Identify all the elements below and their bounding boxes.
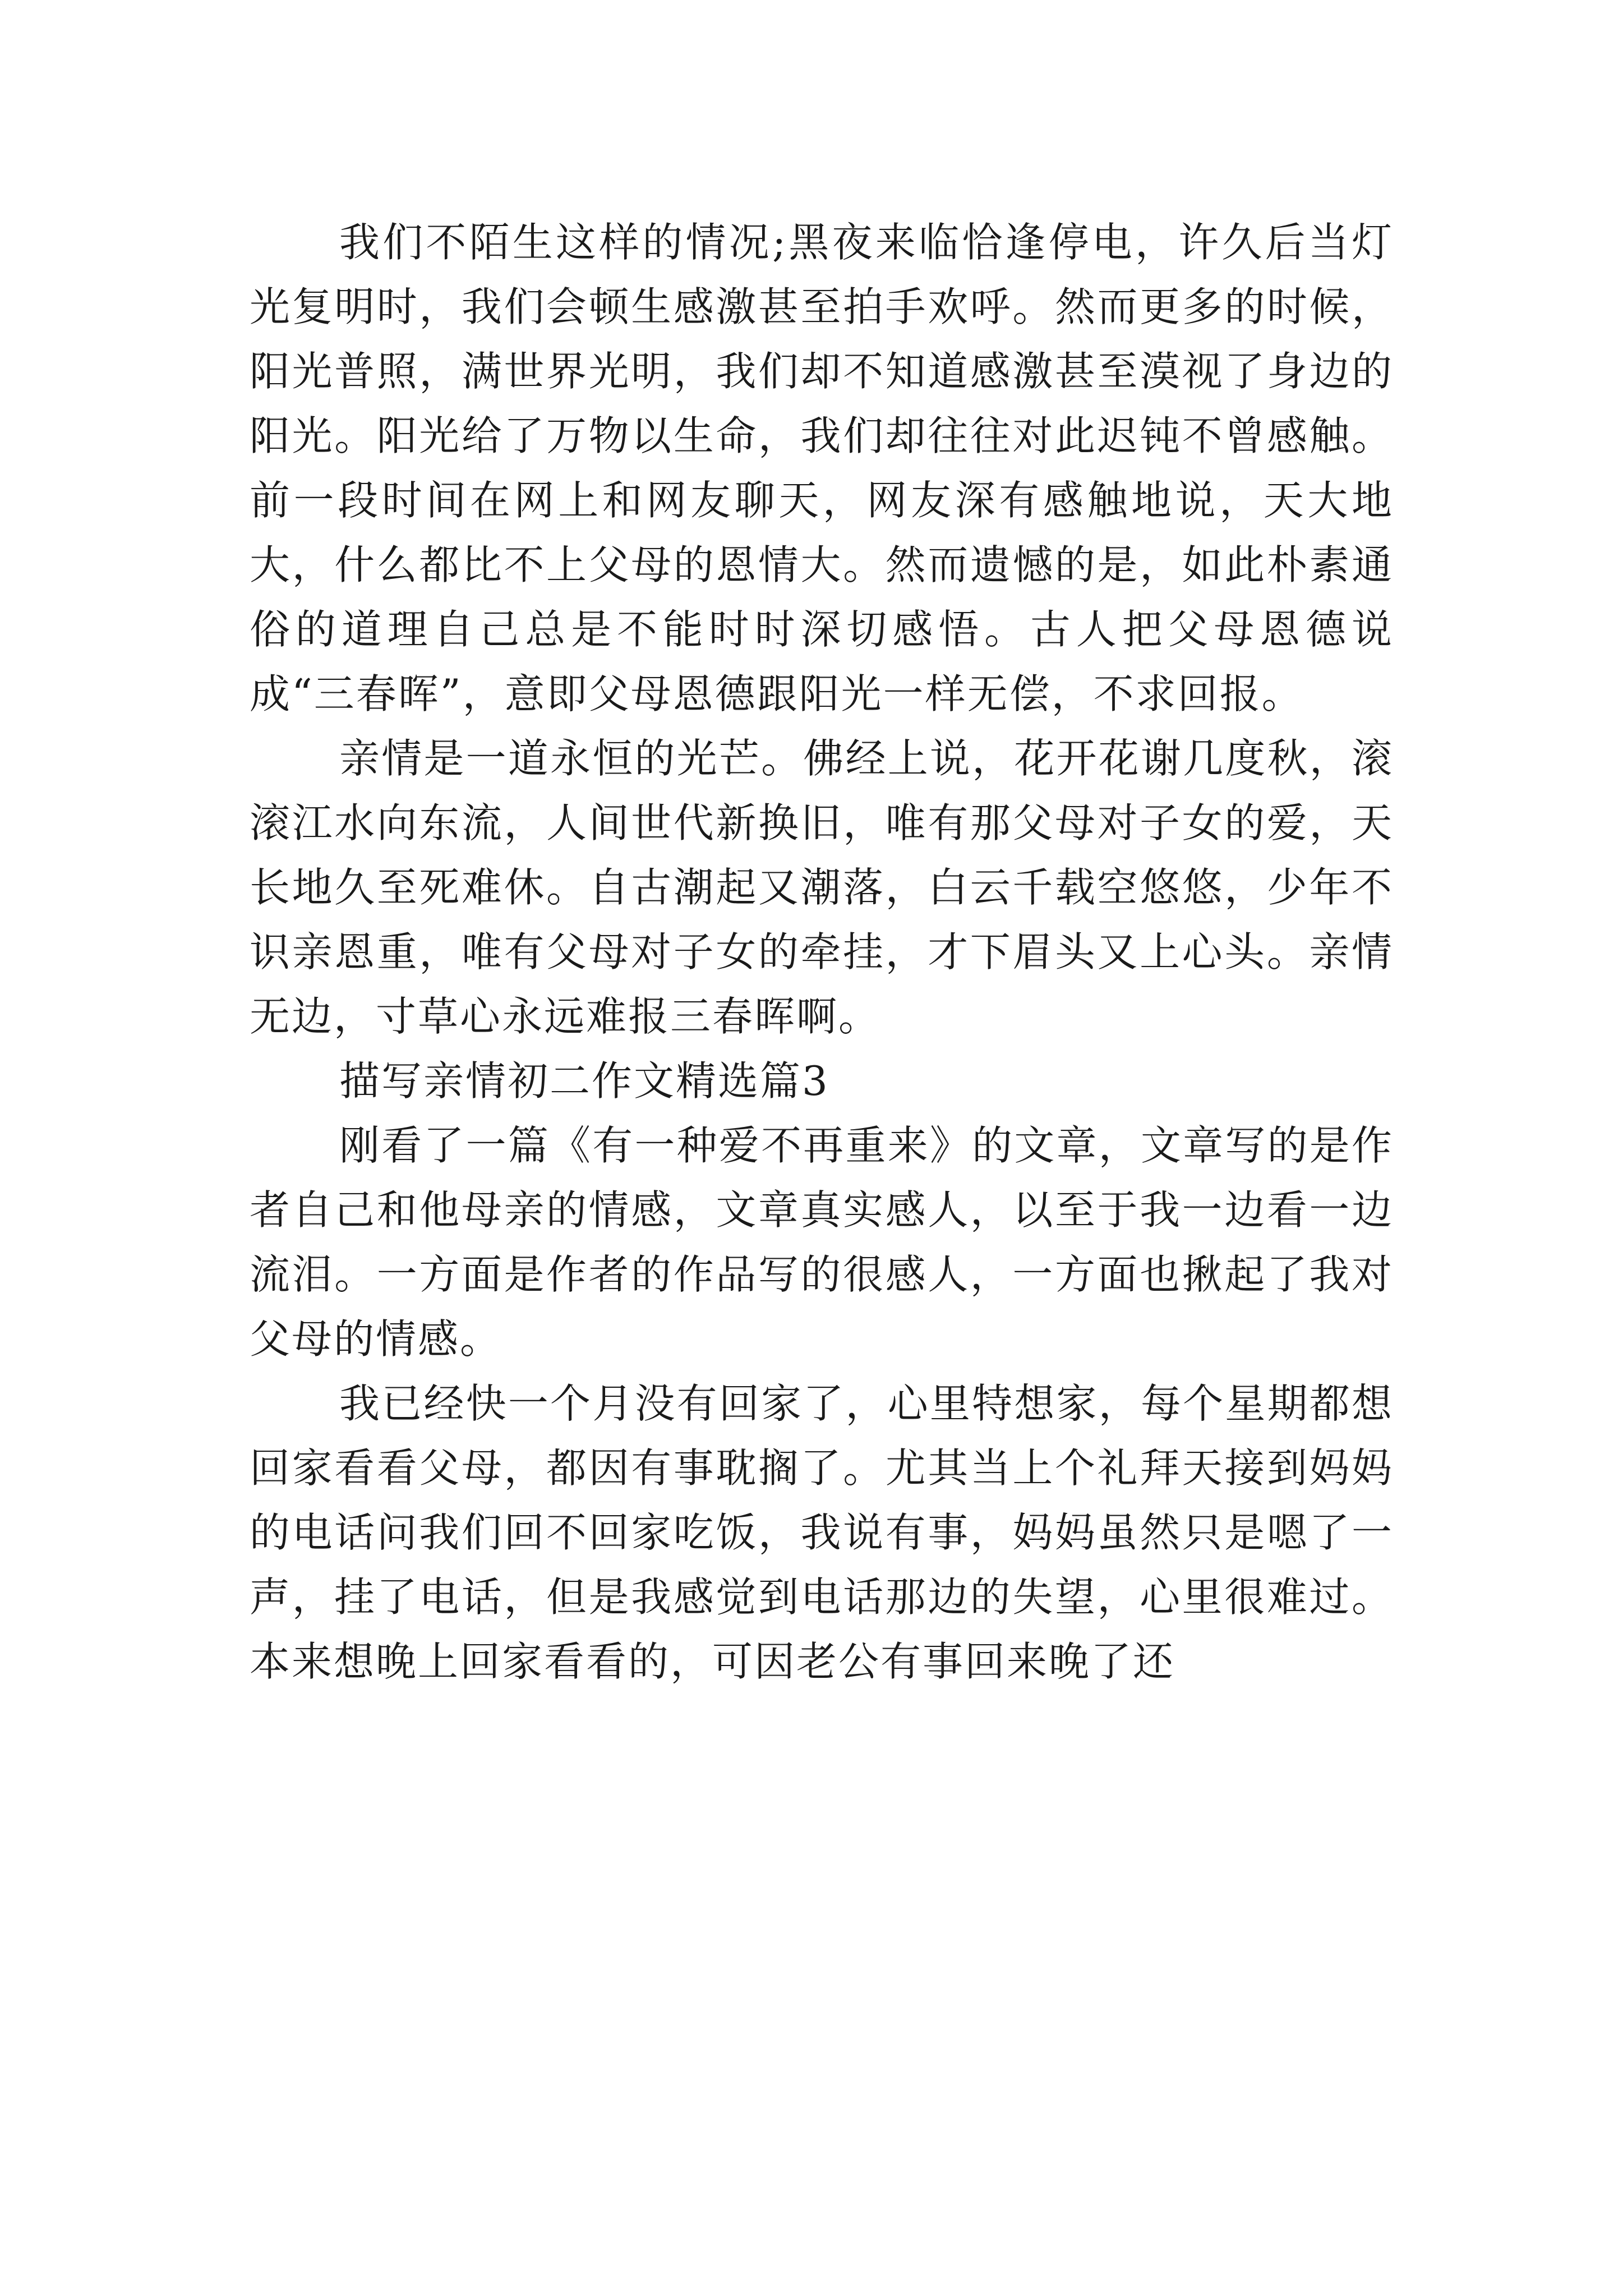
paragraph-missing-home: 我已经快一个月没有回家了，心里特想家，每个星期都想回家看看父母，都因有事耽搁了。尤其当上个礼拜天接到妈妈的电话问我们回不回家吃饭，我说有事，妈妈虽然只是嗯了一声，挂了电话，但是我感觉到电话那边的失望，心里很难过。本来想晚上回家看看的，可因老公有事回来晚了还 [250, 1380, 1394, 1685]
paragraph-article-reaction: 刚看了一篇《有一种爱不再重来》的文章，文章写的是作者自己和他母亲的情感，文章真实感人，以至于我一边看一边流泪。一方面是作者的作品写的很感人，一方面也揪起了我对父母的情感。 [250, 1122, 1394, 1363]
paragraph-sunlight-gratitude: 我们不陌生这样的情况;黑夜来临恰逢停电，许久后当灯光复明时，我们会顿生感激甚至拍手欢呼。然而更多的时候，阳光普照，满世界光明，我们却不知道感激甚至漠视了身边的阳光。阳光给了万物以生命，我们却往往对此迟钝不曾感触。前一段时间在网上和网友聊天，网友深有感触地说，天大地大，什么都比不上父母的恩情大。然而遗憾的是，如此朴素通俗的道理自己总是不能时时深切感悟。古人把父母恩德说成“三春晖”，意即父母恩德跟阳光一样无偿，不求回报。 [250, 219, 1394, 717]
paragraph-eternal-kinship: 亲情是一道永恒的光芒。佛经上说，花开花谢几度秋，滚滚江水向东流，人间世代新换旧，唯有那父母对子女的爱，天长地久至死难休。自古潮起又潮落，白云千载空悠悠，少年不识亲恩重，唯有父母对子女的牵挂，才下眉头又上心头。亲情无边，寸草心永远难报三春晖啊。 [250, 735, 1394, 1040]
section-heading: 描写亲情初二作文精选篇3 [339, 1057, 829, 1105]
document-body [250, 210, 1394, 1694]
